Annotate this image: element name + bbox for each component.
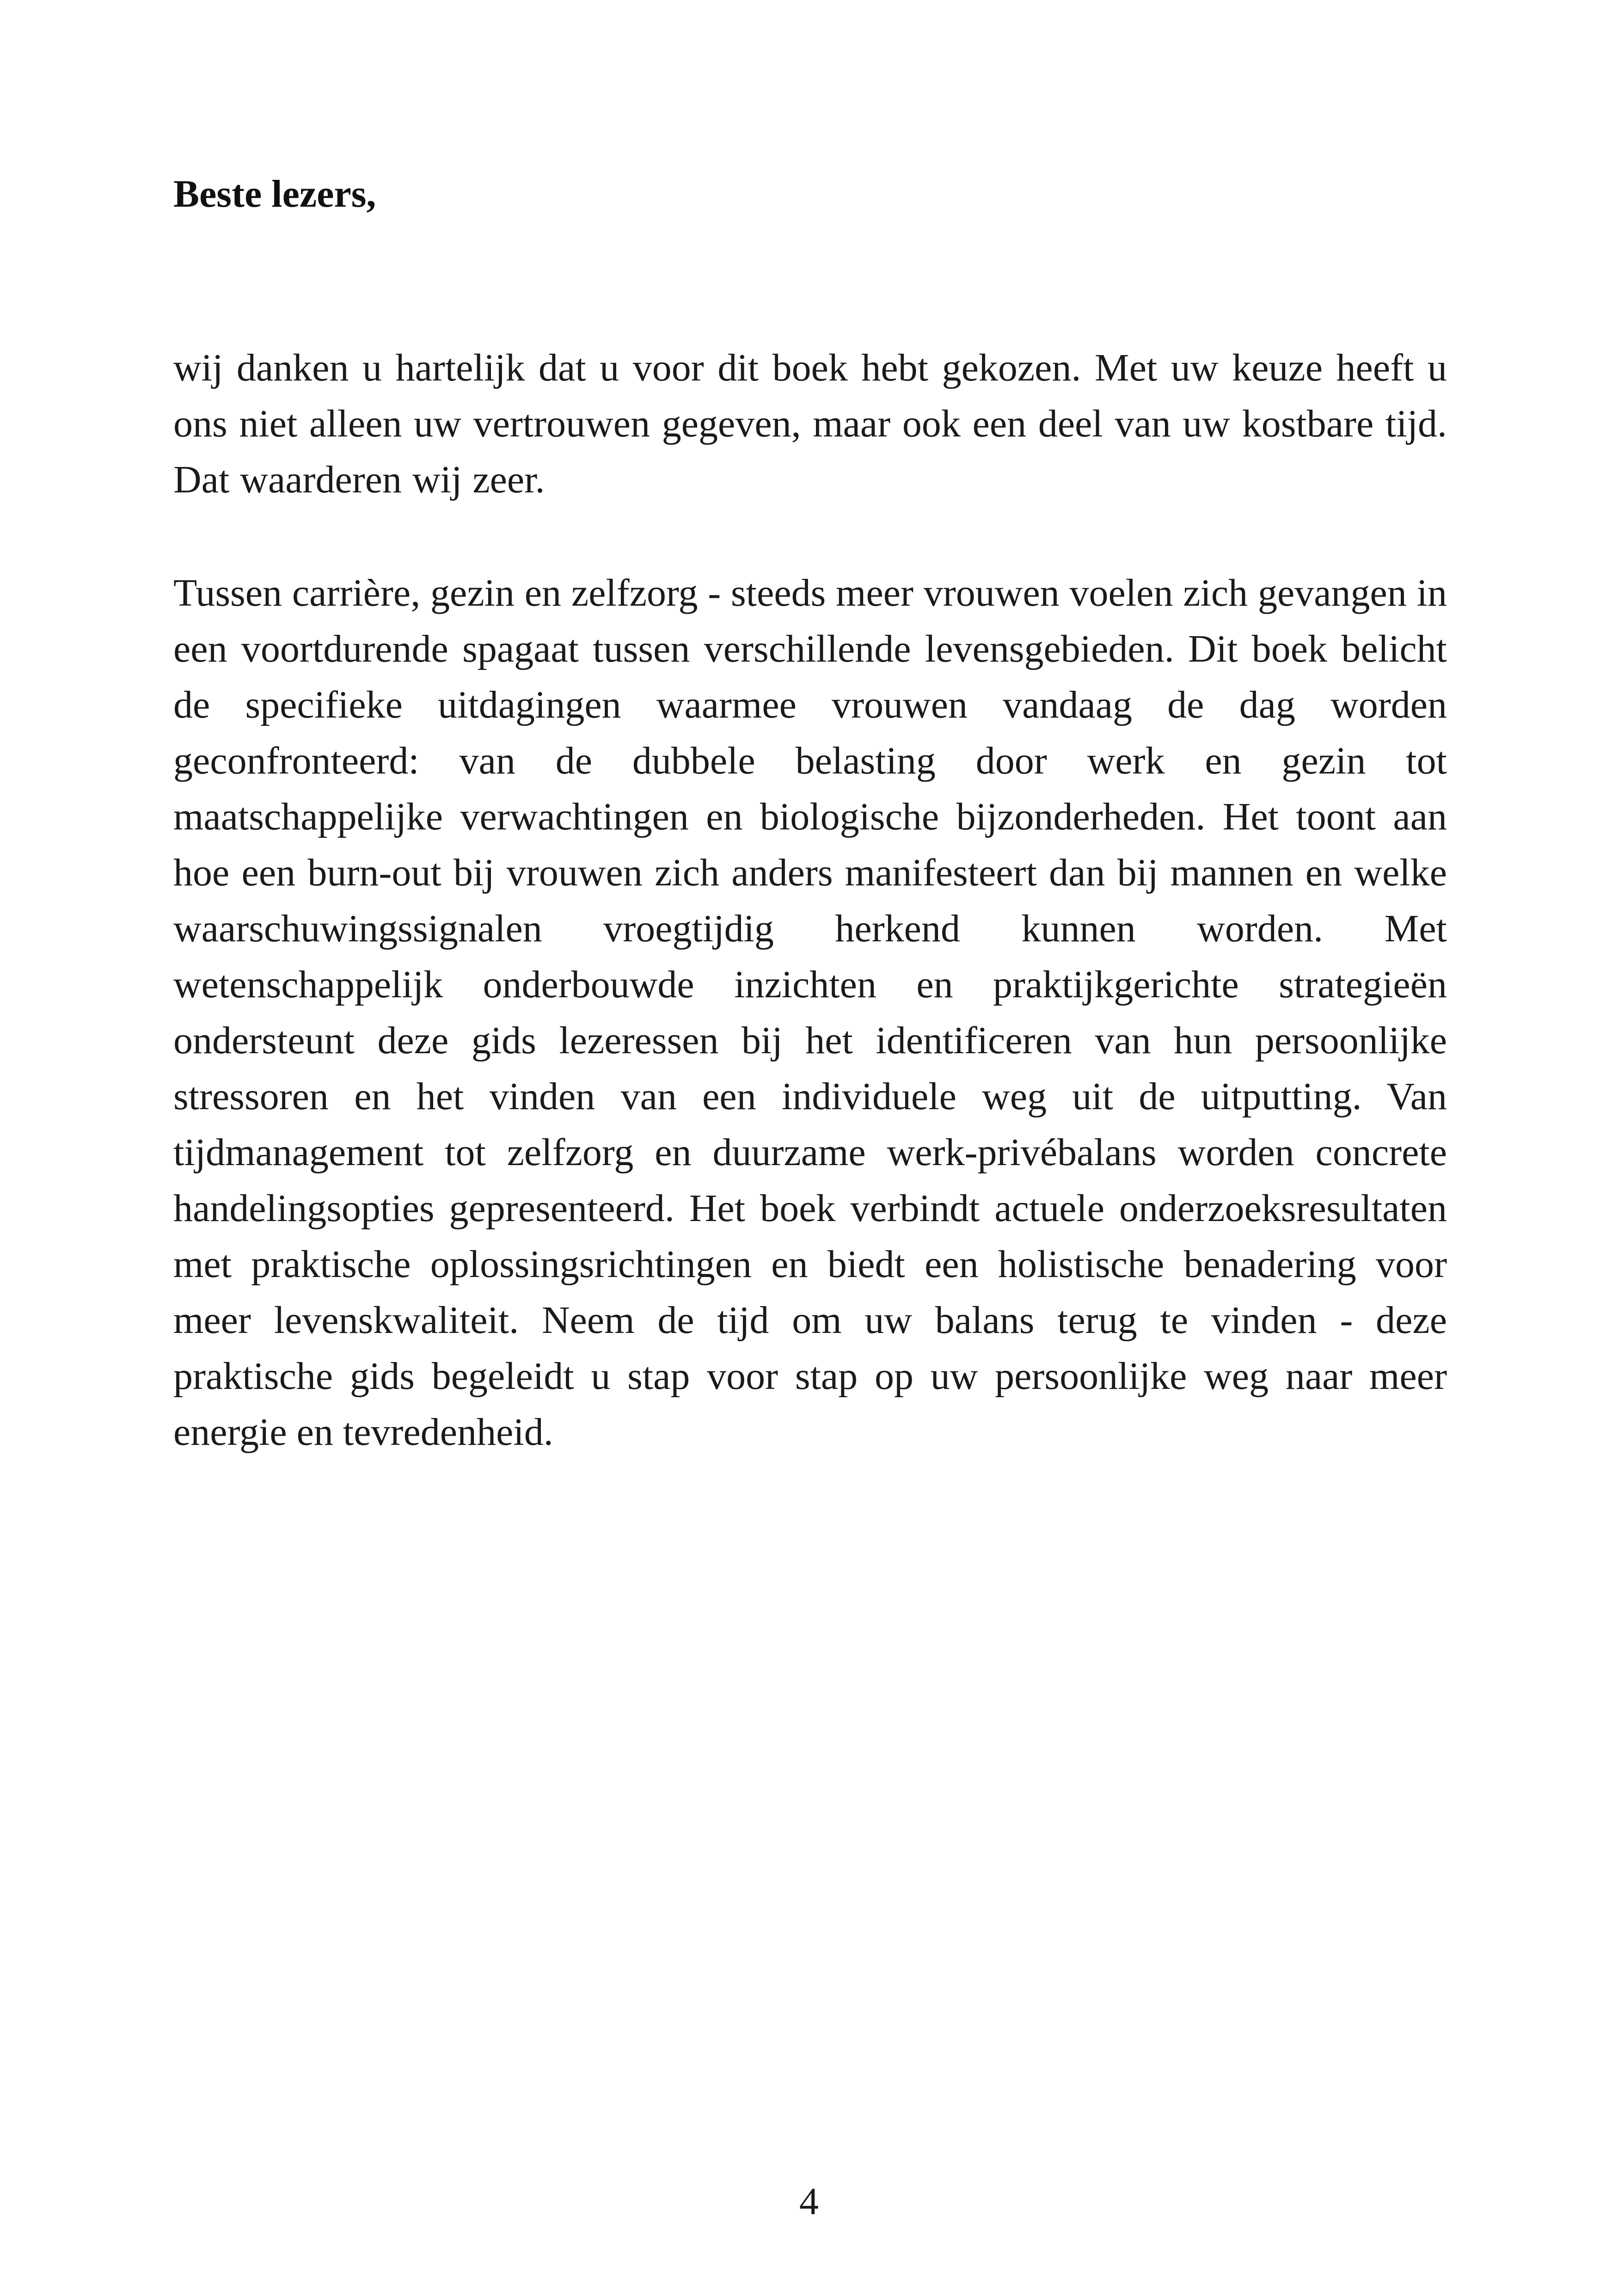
description-paragraph: Tussen carrière, gezin en zelfzorg - steeds meer vrouwen voelen zich gevangen in een voortdurende spagaat tussen verschillende levensgebieden. Dit boek belicht de specifieke uitdagingen waarmee vrouwen vandaag de dag worden geconfronteerd: van de dubbele belasting door werk en gezin tot maatschappelijke verwachtingen en biologische bijzonderheden. Het toont aan hoe een burn-out bij vrouwen zich anders manifesteert dan bij mannen en welke waarschuwingssignalen vroegtijdig herkend kunnen worden. Met wetenschappelijk onderbouwde inzichten en praktijkgerichte strategieën ondersteunt deze gids lezeressen bij het identificeren van hun persoonlijke stressoren en het vinden van een individuele weg uit de uitputting. Van tijdmanagement tot zelfzorg en duurzame werk-privébalans worden concrete handelingsopties gepresenteerd. Het boek verbindt actuele onderzoeksresultaten met praktische oplossingsrichtingen en biedt een holistische benadering voor meer levenskwaliteit. Neem de tijd om uw balans terug te vinden - deze praktische gids begeleidt u stap voor stap op uw persoonlijke weg naar meer energie en tevredenheid. xyxy=(173,571,1447,1454)
intro-paragraph: wij danken u hartelijk dat u voor dit boek hebt gekozen. Met uw keuze heeft u ons niet alleen uw vertrouwen gegeven, maar ook een deel van uw kostbare tijd. Dat waarderen wij zeer. xyxy=(173,346,1447,501)
page-number: 4 xyxy=(799,2180,819,2223)
salutation-heading: Beste lezers, xyxy=(173,172,376,215)
